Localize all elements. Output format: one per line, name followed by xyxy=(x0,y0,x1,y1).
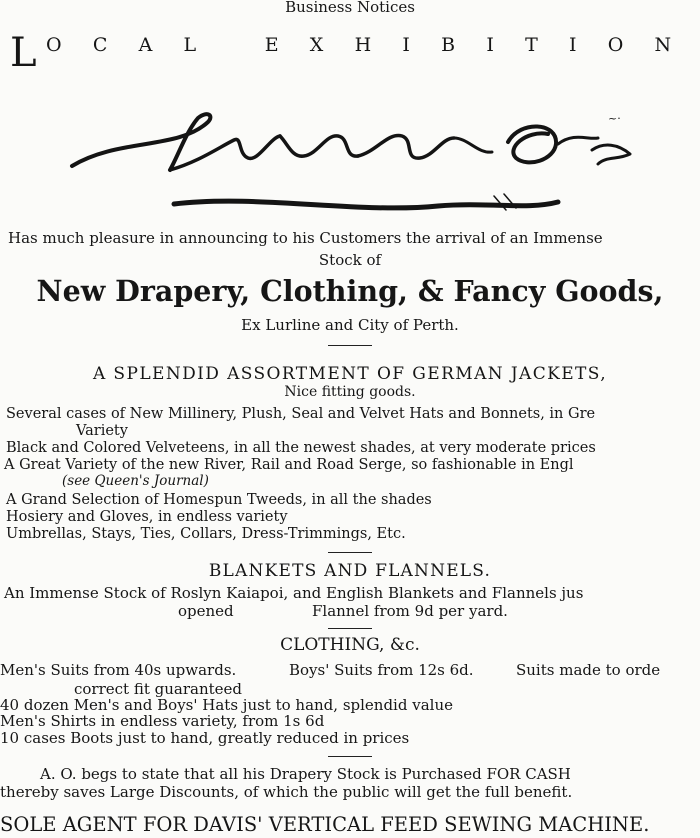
closing-line-1: A. O. begs to state that all his Drapery Stock is Purchased FOR CASH xyxy=(40,765,571,783)
closing-line-2: thereby saves Large Discounts, of which the public will get the full benefit. xyxy=(0,783,573,801)
list-item: Hosiery and Gloves, in endless variety xyxy=(6,509,288,525)
clothing-line-3: 40 dozen Men's and Boys' Hats just to hand, splendid value xyxy=(0,696,453,714)
blankets-line-2a: opened xyxy=(178,602,234,620)
list-item: Black and Colored Velveteens, in all the newest shades, at very moderate prices xyxy=(6,440,596,456)
divider xyxy=(328,552,372,553)
list-item: Several cases of New Millinery, Plush, Seal and Velvet Hats and Bonnets, in Gre xyxy=(6,406,596,422)
section-header: Business Notices xyxy=(285,0,415,16)
clothing-line-2: correct fit guaranteed xyxy=(74,680,243,698)
list-item: (see Queen's Journal) xyxy=(62,473,209,489)
clothing-line-1a: Men's Suits from 40s upwards. xyxy=(0,661,237,679)
blankets-line-1: An Immense Stock of Roslyn Kaiapoi, and English Blankets and Flannels jus xyxy=(4,584,584,602)
jackets-heading: A SPLENDID ASSORTMENT OF GERMAN JACKETS, xyxy=(92,364,608,384)
divider xyxy=(328,628,372,629)
exhibition-title: O C A L E X H I B I T I O N xyxy=(46,34,684,56)
intro-line-2: Stock of xyxy=(318,251,382,269)
divider xyxy=(328,345,372,346)
clothing-heading: CLOTHING, &c. xyxy=(280,635,420,655)
blankets-heading: BLANKETS AND FLANNELS. xyxy=(208,561,492,581)
signature xyxy=(58,98,638,218)
blankets-line-2b: Flannel from 9d per yard. xyxy=(312,602,508,620)
divider xyxy=(328,756,372,757)
clothing-line-1c: Suits made to orde xyxy=(516,661,661,679)
list-item: Variety xyxy=(76,423,128,439)
exhibition-initial: L xyxy=(10,30,37,76)
svg-text:~·: ~· xyxy=(608,112,621,125)
jackets-subheading: Nice fitting goods. xyxy=(284,384,416,400)
shipment-source: Ex Lurline and City of Perth. xyxy=(241,316,459,334)
list-item: Umbrellas, Stays, Ties, Collars, Dress-Trimmings, Etc. xyxy=(6,526,406,542)
main-headline: New Drapery, Clothing, & Fancy Goods, xyxy=(36,274,664,308)
intro-line-1: Has much pleasure in announcing to his Customers the arrival of an Immense xyxy=(8,229,603,247)
list-item: A Great Variety of the new River, Rail and Road Serge, so fashionable in Engl xyxy=(4,457,574,473)
clothing-line-4: Men's Shirts in endless variety, from 1s 6d xyxy=(0,712,325,730)
clothing-line-1b: Boys' Suits from 12s 6d. xyxy=(289,661,474,679)
list-item: A Grand Selection of Homespun Tweeds, in all the shades xyxy=(6,492,432,508)
clothing-line-5: 10 cases Boots just to hand, greatly reduced in prices xyxy=(0,729,410,747)
sole-agent-banner: SOLE AGENT FOR DAVIS' VERTICAL FEED SEWING MACHINE. xyxy=(0,813,650,836)
